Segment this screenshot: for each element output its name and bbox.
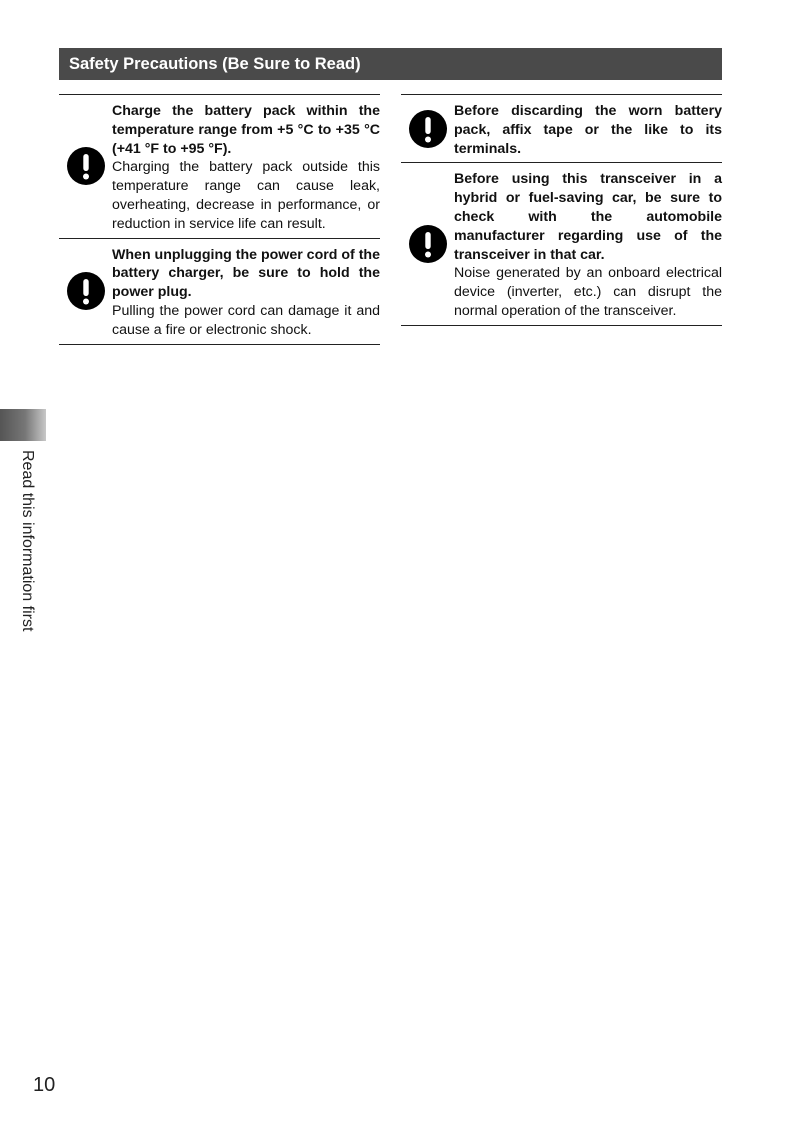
divider <box>59 344 380 345</box>
precaution-title: When unplugging the power cord of the battery charger, be sure to hold the power plug. <box>112 246 380 301</box>
precaution-item <box>59 239 380 344</box>
left-column <box>59 94 380 345</box>
page-number: 10 <box>33 1074 56 1096</box>
section-header <box>59 48 722 80</box>
precaution-item <box>401 163 722 324</box>
right-column <box>401 94 722 326</box>
precaution-body: Noise generated by an onboard electrical device (inverter, etc.) can disrupt the normal operation of the transceiver. <box>454 265 722 319</box>
precaution-body: Pulling the power cord can damage it and cause a fire or electronic shock. <box>112 302 380 338</box>
divider <box>401 325 722 326</box>
exclamation-icon <box>67 147 105 185</box>
precaution-title: Before discarding the worn battery pack, affix tape or the like to its terminals. <box>454 103 722 157</box>
exclamation-icon <box>409 225 447 263</box>
exclamation-icon <box>67 272 105 310</box>
precaution-item <box>401 95 722 162</box>
side-tab-label: Read this information first <box>19 450 36 632</box>
exclamation-icon <box>409 110 447 148</box>
precaution-title: Charge the battery pack within the temperature range from +5 °C to +35 °C (+41 °F to +95 °F). <box>112 103 380 157</box>
section-title: Safety Precautions (Be Sure to Read) <box>69 55 361 73</box>
precaution-title: Before using this transceiver in a hybrid or fuel-saving car, be sure to check with the automobile manufacturer regarding use of the transceiver in that car. <box>454 171 722 263</box>
precaution-body: Charging the battery pack outside this temperature range can cause leak, overheating, decrease in performance, or reduction in service life can result. <box>112 159 380 232</box>
precaution-item <box>59 95 380 238</box>
side-tab-marker <box>0 409 46 441</box>
